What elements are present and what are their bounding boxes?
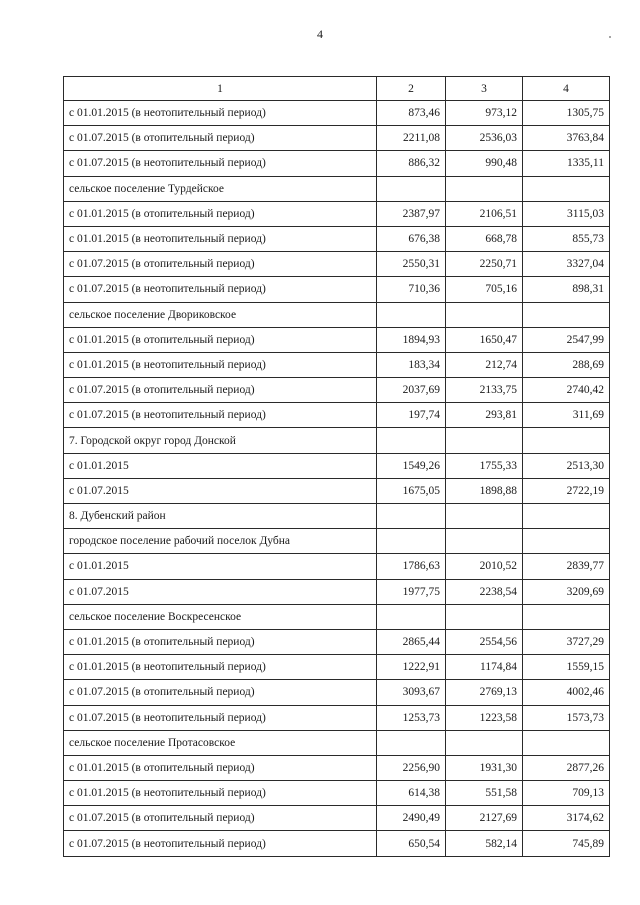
value-cell-col3: 212,74: [446, 352, 523, 377]
value-cell-col4: 4002,46: [523, 680, 610, 705]
row-label: с 01.01.2015 (в неотопительный период): [64, 781, 377, 806]
value-cell-col4: 288,69: [523, 352, 610, 377]
value-cell-col2: 650,54: [377, 831, 446, 856]
table-row: [64, 680, 610, 705]
table-row: [64, 781, 610, 806]
value-cell-col4: [523, 176, 610, 201]
value-cell-col4: [523, 428, 610, 453]
value-cell-col2: [377, 302, 446, 327]
tariff-table: [63, 76, 610, 857]
value-cell-col4: 3174,62: [523, 806, 610, 831]
table-row: [64, 403, 610, 428]
table-row: [64, 554, 610, 579]
table-row: [64, 126, 610, 151]
value-cell-col4: 2547,99: [523, 327, 610, 352]
row-label: с 01.07.2015 (в неотопительный период): [64, 705, 377, 730]
value-cell-col3: 1931,30: [446, 755, 523, 780]
row-label: с 01.07.2015: [64, 579, 377, 604]
table-row: [64, 302, 610, 327]
table-row: [64, 629, 610, 654]
value-cell-col2: 1786,63: [377, 554, 446, 579]
table-row: [64, 604, 610, 629]
value-cell-col4: 2513,30: [523, 453, 610, 478]
value-cell-col3: 2133,75: [446, 378, 523, 403]
value-cell-col2: 614,38: [377, 781, 446, 806]
table-row: [64, 352, 610, 377]
row-label: с 01.01.2015 (в неотопительный период): [64, 101, 377, 126]
value-cell-col2: [377, 730, 446, 755]
value-cell-col2: 1977,75: [377, 579, 446, 604]
table-row: [64, 831, 610, 856]
value-cell-col2: 3093,67: [377, 680, 446, 705]
value-cell-col2: 2037,69: [377, 378, 446, 403]
value-cell-col3: 2554,56: [446, 629, 523, 654]
value-cell-col2: 2865,44: [377, 629, 446, 654]
value-cell-col4: 709,13: [523, 781, 610, 806]
value-cell-col3: 2010,52: [446, 554, 523, 579]
value-cell-col3: 293,81: [446, 403, 523, 428]
value-cell-col3: 2106,51: [446, 201, 523, 226]
value-cell-col3: 2250,71: [446, 252, 523, 277]
row-label: 7. Городской округ город Донской: [64, 428, 377, 453]
value-cell-col3: 2769,13: [446, 680, 523, 705]
row-label: сельское поселение Турдейское: [64, 176, 377, 201]
table-row: [64, 579, 610, 604]
value-cell-col4: 3209,69: [523, 579, 610, 604]
value-cell-col4: 3763,84: [523, 126, 610, 151]
value-cell-col4: 1573,73: [523, 705, 610, 730]
row-label: городское поселение рабочий поселок Дубна: [64, 529, 377, 554]
value-cell-col2: 2387,97: [377, 201, 446, 226]
row-label: с 01.01.2015: [64, 554, 377, 579]
table-row: [64, 755, 610, 780]
table-row: [64, 201, 610, 226]
value-cell-col4: 3115,03: [523, 201, 610, 226]
table-row: [64, 176, 610, 201]
row-label: с 01.01.2015 (в отопительный период): [64, 327, 377, 352]
value-cell-col2: 1549,26: [377, 453, 446, 478]
value-cell-col3: 1650,47: [446, 327, 523, 352]
row-label: с 01.07.2015 (в отопительный период): [64, 806, 377, 831]
value-cell-col3: [446, 302, 523, 327]
row-label: с 01.07.2015 (в неотопительный период): [64, 277, 377, 302]
row-label: с 01.07.2015 (в отопительный период): [64, 378, 377, 403]
table-row: [64, 252, 610, 277]
value-cell-col4: 745,89: [523, 831, 610, 856]
row-label: с 01.01.2015 (в неотопительный период): [64, 655, 377, 680]
value-cell-col2: 2211,08: [377, 126, 446, 151]
value-cell-col4: 855,73: [523, 226, 610, 251]
table-row: [64, 151, 610, 176]
row-label: с 01.01.2015 (в неотопительный период): [64, 226, 377, 251]
value-cell-col4: 311,69: [523, 403, 610, 428]
row-label: сельское поселение Протасовское: [64, 730, 377, 755]
value-cell-col4: 3727,29: [523, 629, 610, 654]
row-label: с 01.07.2015 (в отопительный период): [64, 680, 377, 705]
value-cell-col3: 1898,88: [446, 478, 523, 503]
row-label: с 01.07.2015 (в отопительный период): [64, 126, 377, 151]
row-label: с 01.07.2015: [64, 478, 377, 503]
table-row: [64, 730, 610, 755]
value-cell-col2: 1253,73: [377, 705, 446, 730]
table-row: [64, 504, 610, 529]
column-header-3: 3: [446, 77, 523, 101]
table-row: [64, 378, 610, 403]
value-cell-col4: 1335,11: [523, 151, 610, 176]
column-header-4: 4: [523, 77, 610, 101]
value-cell-col2: 1222,91: [377, 655, 446, 680]
value-cell-col2: [377, 604, 446, 629]
value-cell-col2: 1894,93: [377, 327, 446, 352]
table-row: [64, 806, 610, 831]
value-cell-col3: 1174,84: [446, 655, 523, 680]
value-cell-col2: [377, 504, 446, 529]
value-cell-col3: 668,78: [446, 226, 523, 251]
value-cell-col3: [446, 604, 523, 629]
value-cell-col4: 2839,77: [523, 554, 610, 579]
value-cell-col3: 1755,33: [446, 453, 523, 478]
value-cell-col4: 3327,04: [523, 252, 610, 277]
value-cell-col3: 582,14: [446, 831, 523, 856]
value-cell-col2: 676,38: [377, 226, 446, 251]
value-cell-col4: [523, 302, 610, 327]
row-label: сельское поселение Воскресенское: [64, 604, 377, 629]
value-cell-col2: 2490,49: [377, 806, 446, 831]
value-cell-col3: 2127,69: [446, 806, 523, 831]
value-cell-col4: 2740,42: [523, 378, 610, 403]
value-cell-col2: 197,74: [377, 403, 446, 428]
value-cell-col3: 551,58: [446, 781, 523, 806]
table-row: [64, 705, 610, 730]
value-cell-col4: [523, 504, 610, 529]
value-cell-col2: [377, 176, 446, 201]
value-cell-col3: [446, 529, 523, 554]
scan-speck: [609, 36, 611, 38]
value-cell-col4: 1559,15: [523, 655, 610, 680]
row-label: с 01.07.2015 (в неотопительный период): [64, 831, 377, 856]
table-row: [64, 101, 610, 126]
table-row: [64, 655, 610, 680]
table-row: [64, 529, 610, 554]
value-cell-col3: 705,16: [446, 277, 523, 302]
table-header-row: [64, 77, 610, 101]
row-label: 8. Дубенский район: [64, 504, 377, 529]
column-header-2: 2: [377, 77, 446, 101]
value-cell-col2: 886,32: [377, 151, 446, 176]
table-row: [64, 453, 610, 478]
value-cell-col4: [523, 730, 610, 755]
value-cell-col4: [523, 529, 610, 554]
table-row: [64, 277, 610, 302]
value-cell-col2: 710,36: [377, 277, 446, 302]
row-label: с 01.07.2015 (в неотопительный период): [64, 403, 377, 428]
row-label: с 01.07.2015 (в отопительный период): [64, 252, 377, 277]
table-row: [64, 327, 610, 352]
table-body: [64, 101, 610, 857]
value-cell-col2: 2550,31: [377, 252, 446, 277]
value-cell-col3: 2238,54: [446, 579, 523, 604]
value-cell-col3: [446, 730, 523, 755]
value-cell-col3: [446, 504, 523, 529]
value-cell-col3: 990,48: [446, 151, 523, 176]
value-cell-col3: [446, 176, 523, 201]
row-label: с 01.01.2015 (в отопительный период): [64, 201, 377, 226]
row-label: с 01.01.2015 (в отопительный период): [64, 755, 377, 780]
value-cell-col4: 1305,75: [523, 101, 610, 126]
value-cell-col2: 1675,05: [377, 478, 446, 503]
column-header-1: 1: [64, 77, 377, 101]
row-label: с 01.01.2015 (в отопительный период): [64, 629, 377, 654]
value-cell-col4: [523, 604, 610, 629]
value-cell-col2: 183,34: [377, 352, 446, 377]
value-cell-col2: 873,46: [377, 101, 446, 126]
row-label: с 01.01.2015: [64, 453, 377, 478]
table-row: [64, 428, 610, 453]
value-cell-col3: [446, 428, 523, 453]
value-cell-col2: [377, 529, 446, 554]
table-row: [64, 478, 610, 503]
value-cell-col2: [377, 428, 446, 453]
value-cell-col3: 973,12: [446, 101, 523, 126]
table-row: [64, 226, 610, 251]
row-label: сельское поселение Двориковское: [64, 302, 377, 327]
value-cell-col2: 2256,90: [377, 755, 446, 780]
row-label: с 01.07.2015 (в неотопительный период): [64, 151, 377, 176]
value-cell-col4: 2722,19: [523, 478, 610, 503]
page-number: 4: [317, 27, 323, 41]
value-cell-col4: 898,31: [523, 277, 610, 302]
value-cell-col3: 1223,58: [446, 705, 523, 730]
value-cell-col4: 2877,26: [523, 755, 610, 780]
value-cell-col3: 2536,03: [446, 126, 523, 151]
row-label: с 01.01.2015 (в неотопительный период): [64, 352, 377, 377]
